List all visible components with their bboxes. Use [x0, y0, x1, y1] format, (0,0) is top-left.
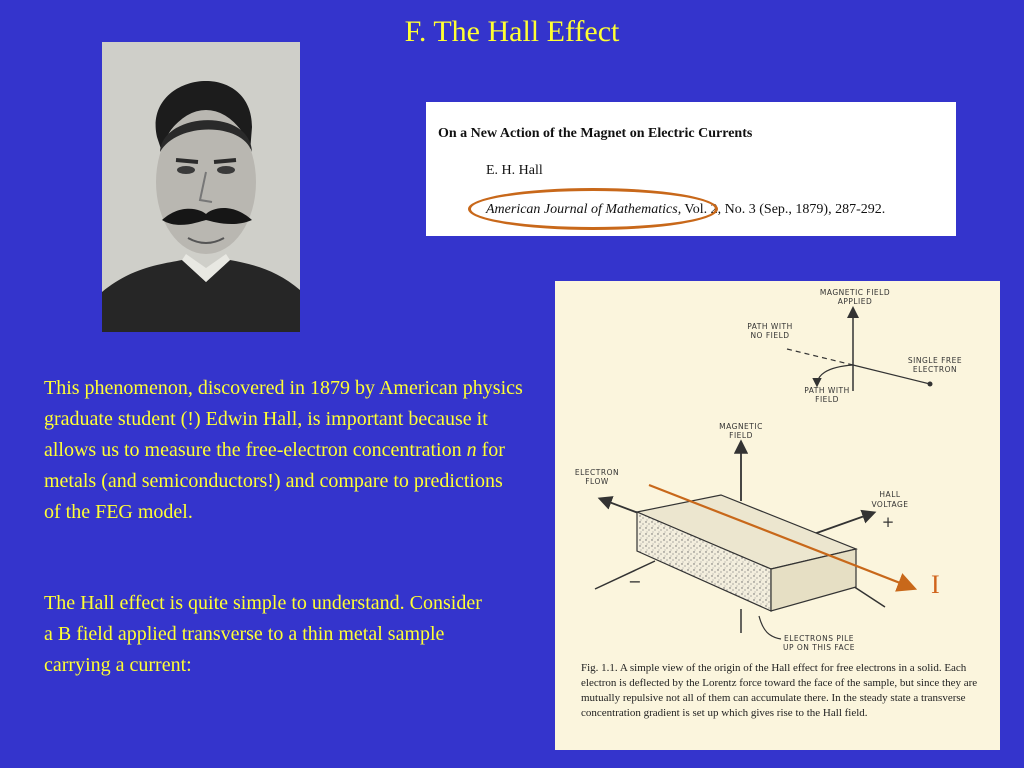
label-single-free-electron-2: ELECTRON: [912, 365, 958, 374]
label-magnetic-field-applied-2: APPLIED: [837, 297, 873, 306]
variable-n: n: [466, 439, 477, 461]
label-electron-flow-2: FLOW: [585, 477, 609, 486]
citation-author: E. H. Hall: [486, 163, 543, 178]
portrait-photo: [102, 42, 300, 332]
figure-caption: Fig. 1.1. A simple view of the origin of the Hall effect for free electrons in a solid. Each electron is deflected by the Lorentz force toward the face of the sample, but since they are mutually repulsive not all of them can accumulate there. In the steady state a transverse concentration gradient is set up which gives rise to the Hall field.: [581, 662, 978, 719]
label-hall-1: HALL: [879, 490, 901, 499]
label-magnetic-1: MAGNETIC: [719, 422, 763, 431]
portrait-illustration: [102, 42, 300, 332]
intro-paragraph: [44, 373, 524, 528]
label-magnetic-field-applied-1: MAGNETIC FIELD: [819, 288, 891, 297]
intro-text: This phenomenon, discovered in 1879 by American physics graduate student (!) Edwin Hall, is important because it allows us to measure the free-electron concentration: [44, 377, 523, 461]
deflected-path-arrow: [817, 365, 853, 385]
hall-effect-figure: [555, 281, 1000, 750]
citation-journal: American Journal of Mathematics: [486, 202, 678, 217]
slide-title: F. The Hall Effect: [404, 15, 620, 48]
label-path-with-field-2: FIELD: [815, 395, 839, 404]
label-magnetic-2: FIELD: [729, 431, 753, 440]
pile-up-pointer: [759, 616, 781, 639]
hall-voltage-arrow: [811, 513, 873, 535]
label-path-no-field-2: NO FIELD: [750, 331, 790, 340]
intro-text-end: for metals (and semiconductors!) and compare to predictions of the FEG model.: [44, 439, 505, 523]
label-electrons-pile-1: ELECTRONS PILE: [784, 634, 854, 643]
label-path-with-field-1: PATH WITH: [804, 386, 850, 395]
minus-sign: −: [628, 572, 642, 591]
explanation-paragraph: The Hall effect is quite simple to understand. Consider a B field applied transverse to a thin metal sample carrying a current:: [44, 592, 482, 676]
label-electron-flow-1: ELECTRON: [574, 468, 620, 477]
label-hall-2: VOLTAGE: [871, 500, 909, 509]
field-axis-line-left: [595, 561, 655, 589]
path-no-field-line: [787, 349, 853, 365]
label-path-no-field-1: PATH WITH: [747, 322, 793, 331]
label-single-free-electron-1: SINGLE FREE: [907, 356, 963, 365]
citation-details: , Vol. 2, No. 3 (Sep., 1879), 287-292.: [677, 202, 886, 217]
label-electrons-pile-2: UP ON THIS FACE: [783, 643, 855, 652]
single-electron-dot: [928, 382, 933, 387]
journal-highlight-oval: [468, 188, 718, 230]
current-label: I: [931, 570, 940, 599]
citation-title: On a New Action of the Magnet on Electric Currents: [438, 126, 753, 141]
citation-card: [426, 102, 956, 236]
plus-sign: +: [881, 513, 895, 531]
